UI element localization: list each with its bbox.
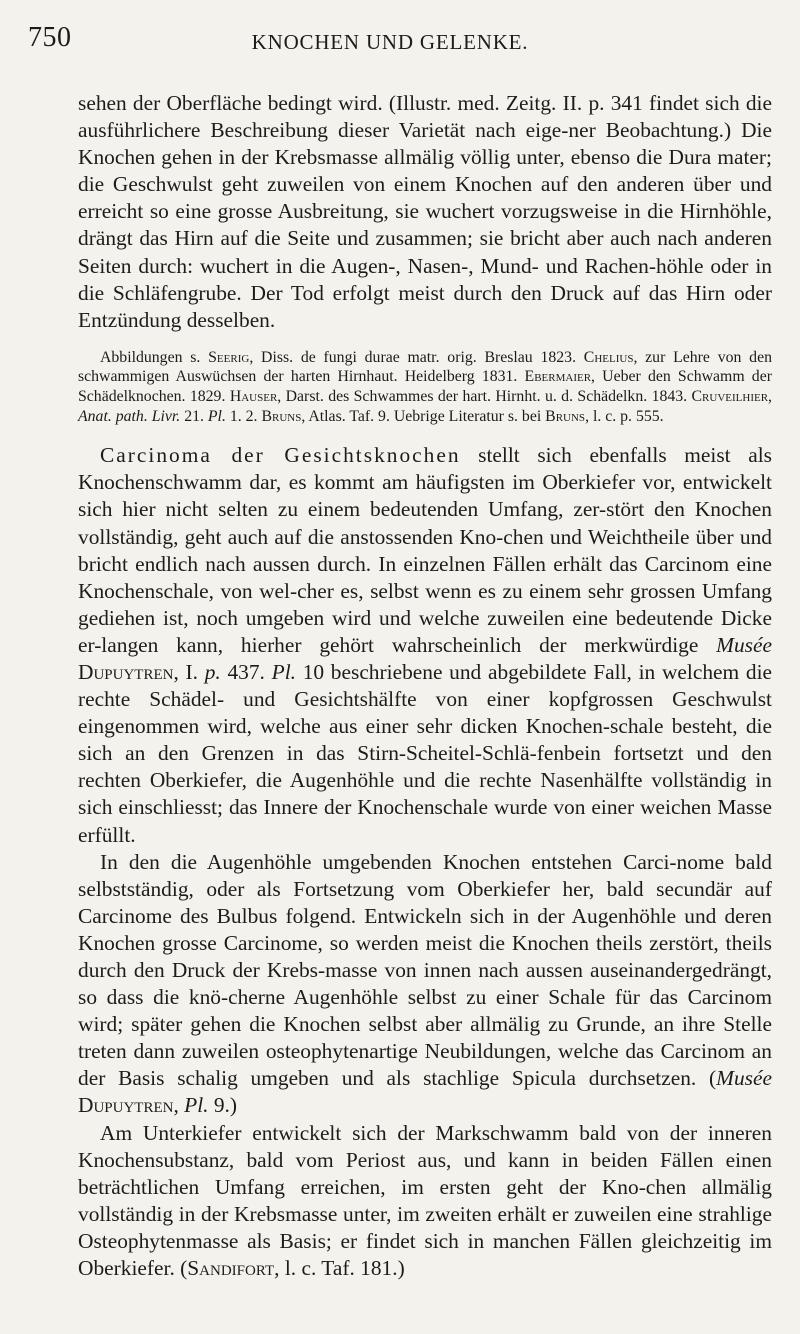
author-name: Seerig	[208, 348, 250, 366]
author-name: Ebermaier	[524, 368, 592, 386]
page-number: 750	[28, 22, 72, 53]
references-paragraph: Abbildungen s. Seerig, Diss. de fungi durae matr. orig. Breslau 1823. Chelius, zur Lehre von den schwammigen Auswüchsen der harten Hirnhaut. Heidelberg 1831. Ebermaier, Ueber den Schwamm der Schädelknochen. 1829. Hauser, Darst. des Schwammes der hart. Hirnht. u. d. Schädelkn. 1843. Cruveilhier, Anat. path. Livr. 21. Pl. 1. 2. Bruns, Atlas. Taf. 9. Uebrige Literatur s. bei Bruns, l. c. p. 555.	[78, 348, 772, 425]
paragraph-4: Am Unterkiefer entwickelt sich der Markschwamm bald von der inneren Knochensubstanz, bald vom Periost aus, und kann in beiden Fällen einen beträchtlichen Umfang erreichen, im ersten geht der Kno-chen allmälig vollständig in der Krebsmasse unter, im zweiten erhält er zuweilen eine strahlige Osteophytenmasse als Basis; er findet sich in manchen Fällen gleichzeitig im Oberkiefer. (Sandifort, l. c. Taf. 181.)	[78, 1120, 772, 1281]
author-name: Bruns	[545, 407, 586, 425]
paragraph-1: sehen der Oberfläche bedingt wird. (Illustr. med. Zeitg. II. p. 341 findet sich die ausführlichere Beschreibung dieser Varietät nach eige-ner Beobachtung.) Die Knochen gehen in der Krebsmasse allmälig völlig unter, ebenso die Dura mater; die Geschwulst geht zuweilen von einem Knochen auf den anderen über und erreicht so eine grosse Ausbreitung, sie wuchert vorzugsweise in die Hirnhöhle, drängt das Hirn auf die Seite und zusammen; sie bricht aber auch nach anderen Seiten durch: wuchert in die Augen-, Nasen-, Mund- und Rachen-höhle oder in die Schläfengrube. Der Tod erfolgt meist durch den Druck auf das Hirn oder Entzündung desselben.	[78, 91, 772, 332]
author-name: Dupuytren	[78, 1093, 174, 1118]
author-name: Bruns	[261, 407, 302, 425]
page-header	[28, 22, 772, 62]
author-name: Sandifort	[187, 1256, 275, 1281]
author-name: Hauser	[229, 388, 278, 406]
author-name: Chelius	[583, 348, 634, 366]
running-title: KNOCHEN UND GELENKE.	[251, 30, 529, 54]
work-title: Anat. path. Livr.	[78, 407, 181, 425]
author-name: Dupuytren	[78, 659, 174, 684]
paragraph-3: In den die Augenhöhle umgebenden Knochen entstehen Carci-nome bald selbstständig, oder als Fortsetzung vom Oberkiefer her, bald secundär auf Carcinome des Bulbus folgend. Entwickeln sich in der Augenhöhle und deren Knochen grosse Carcinome, so werden meist die Knochen theils zerstört, theils durch den Druck der Krebs-masse von innen nach aussen auseinandergedrängt, so dass die knö-cherne Augenhöhle selbst zu einer Schale für das Carcinom wird; später gehen die Knochen selbst aber allmälig zu Grunde, an ihre Stelle treten dann zuweilen osteophytenartige Neubildungen, welche das Carcinom an der Basis schalig umgeben und als stachlige Spicula durchsetzen. (Musée Dupuytren, Pl. 9.)	[78, 849, 772, 1118]
section-heading: Carcinoma der Gesichtsknochen	[100, 443, 461, 468]
paragraph-2: Carcinoma der Gesichtsknochen stellt sich ebenfalls meist als Knochenschwamm dar, es kommt am häufigsten im Oberkiefer vor, entwickelt sich hier nicht selten zu einem bedeutenden Umfang, zer-stört den Knochen vollständig, geht auch auf die anstossenden Kno-chen und Weichtheile über und bricht endlich nach aussen durch. In einzelnen Fällen erhält das Carcinom eine Knochenschale, von wel-cher es, selbst wenn es zu einem sehr grossen Umfang gediehen ist, noch umgeben wird und welche zuweilen eine bedeutende Dicke er-langen kann, hierher gehört wahrscheinlich der merkwürdige Musée Dupuytren, I. p. 437. Pl. 10 beschriebene und abgebildete Fall, in welchem die rechte Schädel- und Gesichtshälfte von einer kopfgrossen Geschwulst eingenommen wird, welche aus einer sehr dicken Knochen-schale besteht, die sich an den Grenzen in das Stirn-Scheitel-Schlä-fenbein fortsetzt und den rechten Oberkiefer, die Augenhöhle und die rechte Nasenhälfte vollständig in sich einschliesst; das Innere der Knochenschale wurde von einer weichen Masse erfüllt.	[78, 443, 773, 847]
author-name: Cruveilhier	[691, 388, 769, 406]
